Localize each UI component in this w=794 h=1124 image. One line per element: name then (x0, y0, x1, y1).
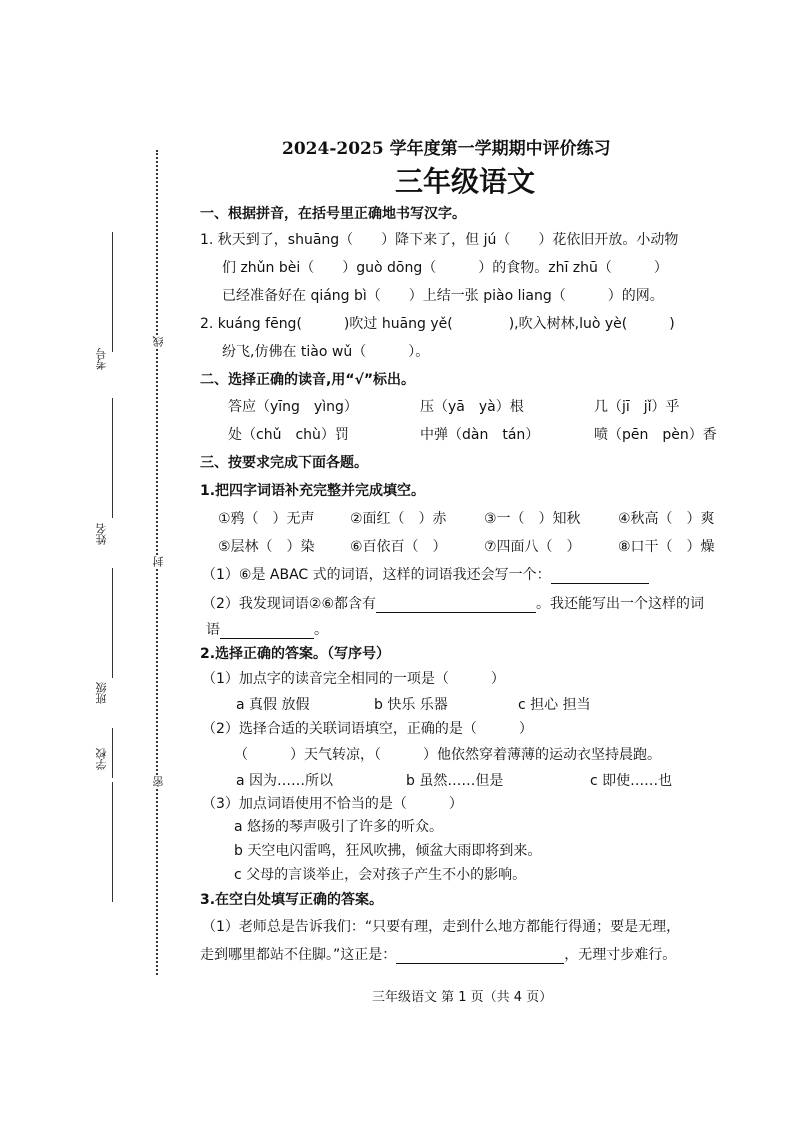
option-item: c 父母的言谈举止，会对孩子产生不小的影响。 (234, 867, 527, 883)
option-item: b 虽然……但是 (406, 773, 504, 789)
page-footer: 三年级语文 第 1 页（共 4 页） (372, 990, 553, 1005)
pinyin-item: 中弹（dàn tán） (420, 427, 540, 443)
idiom-item: ①鸦（ ）无声 (218, 511, 315, 527)
idiom-item: ⑤层林（ ）染 (218, 539, 315, 555)
s1-q1-line1: 1. 秋天到了，shuāng（ ）降下来了，但 jú（ ）花依旧开放。小动物 (200, 232, 679, 248)
s3-part2-heading: 2.选择正确的答案。（写序号） (200, 646, 391, 662)
xian-mark: 线 (152, 336, 165, 347)
section1-heading: 一、根据拼音，在括号里正确地书写汉字。 (200, 206, 466, 222)
s3-p1-q1-text: （1）⑥是 ABAC 式的词语，这样的词语我还会写一个： (202, 567, 551, 583)
s3-p1-q2-text-d: 。 (314, 622, 328, 638)
s3-p2-q2: （2）选择合适的关联词语填空，正确的是（ ） (202, 721, 533, 737)
s1-q1-line2: 们 zhǔn bèi（ ）guò dōng（ ）的食物。zhī zhū（ ） (222, 260, 668, 276)
s3-p1-q2-text-b: 。我还能写出一个这样的词 (536, 596, 705, 612)
idiom-item: ④秋高（ ）爽 (618, 511, 715, 527)
option-item: a 悠扬的琴声吸引了许多的听众。 (234, 819, 444, 835)
xuexiao-label: 学校 (95, 748, 108, 770)
s1-q1-line3: 已经准备好在 qiáng bì（ ）上结一张 piào liang（ ）的网。 (222, 288, 664, 304)
idiom-item: ⑧口干（ ）燥 (618, 539, 715, 555)
xingming-label: 姓名 (95, 523, 108, 545)
pinyin-item: 喷（pēn pèn）香 (594, 427, 717, 443)
idiom-item: ②面红（ ）赤 (350, 511, 447, 527)
s3-p3-q1-line1: （1）老师总是告诉我们：“只要有理，走到什么地方都能行得通；要是无理， (202, 919, 681, 935)
idiom-item: ⑦四面八（ ） (484, 539, 581, 555)
s3-p2-q1: （1）加点字的读音完全相同的一项是（ ） (202, 671, 505, 687)
xuexiao-line (112, 728, 113, 778)
s3-p2-q2-line: （ ）天气转凉，（ ）他依然穿着薄薄的运动衣坚持晨跑。 (234, 747, 661, 763)
s3-p1-q2-cont (206, 619, 328, 639)
option-item: c 即使……也 (590, 773, 673, 789)
option-item: c 担心 担当 (518, 697, 591, 713)
xingming-line (112, 398, 113, 518)
exam-title: 2024-2025 学年度第一学期期中评价练习 (282, 139, 611, 159)
s1-q2-line2: 纷飞,仿佛在 tiào wǔ（ ）。 (222, 344, 430, 360)
answer-blank[interactable] (551, 569, 649, 584)
pinyin-item: 答应（yīng yìng） (228, 399, 358, 415)
answer-blank[interactable] (220, 624, 314, 639)
s3-p1-q2 (202, 593, 704, 613)
answer-blank[interactable] (376, 598, 536, 613)
pinyin-item: 压（yā yà）根 (420, 399, 524, 415)
s3-p1-q2-text-a: （2）我发现词语②⑥都含有 (202, 596, 377, 612)
s3-p1-q1 (202, 564, 649, 584)
s3-p1-q2-text-c: 语 (206, 622, 220, 638)
s3-p2-q3: （3）加点词语使用不恰当的是（ ） (202, 796, 463, 812)
pinyin-item: 处（chǔ chù）罚 (228, 427, 349, 443)
feng-mark: 封 (152, 556, 165, 567)
subject-title: 三年级语文 (395, 165, 536, 198)
answer-blank[interactable] (396, 949, 564, 964)
s3-p3-q1-text-b: 走到哪里都站不住脚。”这正是： (200, 947, 397, 963)
option-item: b 天空电闪雷鸣，狂风吹拂，倾盆大雨即将到来。 (234, 843, 542, 859)
idiom-item: ③一（ ）知秋 (484, 511, 581, 527)
xuexiao-line-2 (112, 782, 113, 902)
pinyin-item: 几（jī jǐ）乎 (594, 399, 680, 415)
mi-mark: 密 (152, 776, 165, 787)
idiom-item: ⑥百依百（ ） (350, 539, 447, 555)
kaohao-line (112, 232, 113, 352)
kaohao-label: 考号 (95, 348, 108, 370)
s3-part1-heading: 1.把四字词语补充完整并完成填空。 (200, 483, 426, 499)
section2-heading: 二、选择正确的读音,用“√”标出。 (200, 372, 416, 388)
s3-p3-q1-line2 (200, 944, 676, 964)
option-item: a 真假 放假 (236, 697, 310, 713)
s3-part3-heading: 3.在空白处填写正确的答案。 (200, 892, 384, 908)
option-item: a 因为……所以 (236, 773, 334, 789)
banji-line (112, 568, 113, 678)
option-item: b 快乐 乐器 (374, 697, 448, 713)
s3-p3-q1-text-c: ，无理寸步难行。 (564, 947, 677, 963)
section3-heading: 三、按要求完成下面各题。 (200, 455, 368, 471)
banji-label: 班级 (95, 682, 108, 704)
s1-q2-line1: 2. kuáng fēng( )吹过 huāng yě( ),吹入树林,luò yè( ) (200, 316, 675, 332)
